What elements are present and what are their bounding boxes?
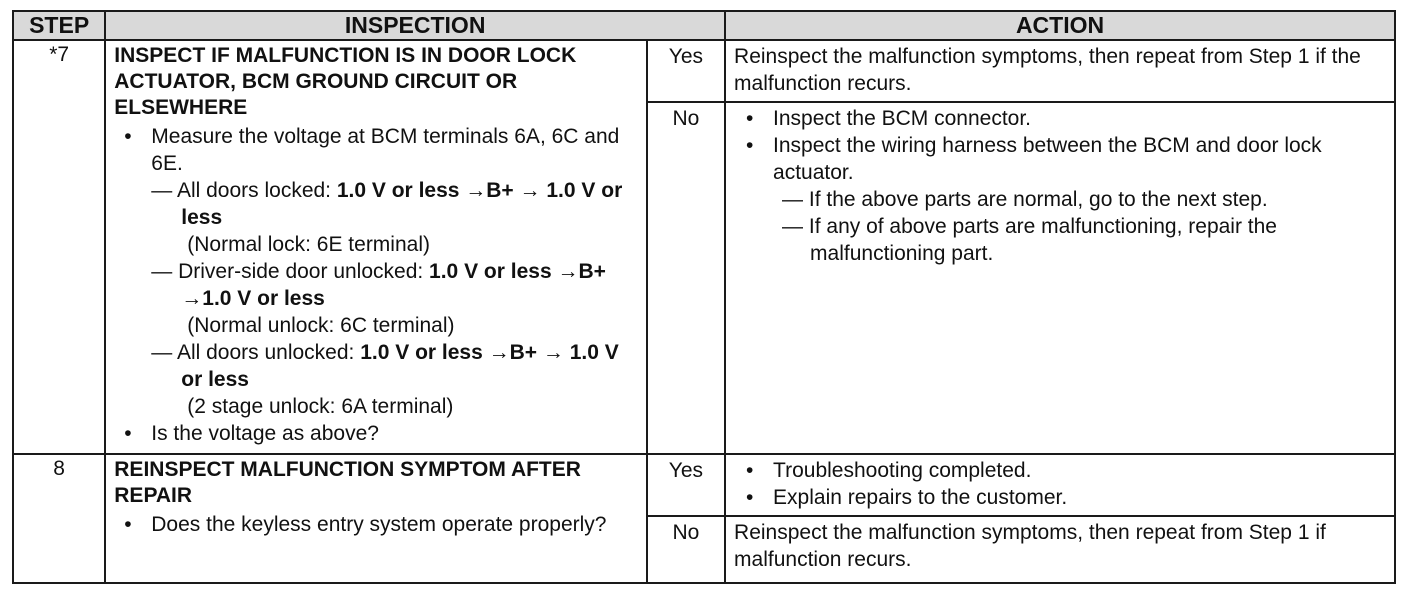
step-number: *7: [13, 40, 105, 454]
list-item: • Explain repairs to the customer.: [734, 484, 1386, 511]
condition-note: (2 stage unlock: 6A terminal): [187, 395, 454, 418]
condition-label: — All doors unlocked:: [151, 341, 361, 364]
condition-line: [114, 177, 638, 231]
list-item: • Inspect the wiring harness between the BCM and door lock actuator.: [734, 132, 1386, 186]
table-row: [13, 454, 1395, 516]
inspection-heading: INSPECT IF MALFUNCTION IS IN DOOR LOCK ACTUATOR, BCM GROUND CIRCUIT OR ELSEWHERE: [114, 44, 577, 119]
condition-label: — All doors locked:: [151, 179, 337, 202]
condition-label: — Driver-side door unlocked:: [151, 260, 430, 283]
yes-label: Yes: [647, 40, 725, 102]
inspection-cell: [105, 454, 647, 583]
list-item: • Is the voltage as above?: [114, 420, 638, 447]
no-label: No: [647, 102, 725, 454]
condition-line: — If the above parts are normal, go to the next step.: [782, 188, 1268, 211]
condition-note: (Normal lock: 6E terminal): [187, 233, 430, 256]
no-action: Reinspect the malfunction symptoms, then repeat from Step 1 if malfunction recurs.: [725, 516, 1395, 583]
list-item: • Inspect the BCM connector.: [734, 105, 1386, 132]
condition-value: 1.0 V or less →B+ → 1.0 V or less: [181, 179, 623, 229]
no-label: No: [647, 516, 725, 583]
inspection-heading: REINSPECT MALFUNCTION SYMPTOM AFTER REPAIR: [114, 458, 581, 507]
condition-line: — If any of above parts are malfunctioning, repair the malfunctioning part.: [782, 215, 1277, 265]
condition-note: (Normal unlock: 6C terminal): [187, 314, 455, 337]
yes-action: [725, 454, 1395, 516]
table-row: [13, 40, 1395, 102]
inspection-cell: [105, 40, 647, 454]
header-row: [13, 11, 1395, 40]
inspection-table: [12, 10, 1396, 584]
list-item: • Troubleshooting completed.: [734, 457, 1386, 484]
condition-value: 1.0 V or less →B+ → 1.0 V or less: [181, 341, 619, 391]
list-item: • Measure the voltage at BCM terminals 6A, 6C and 6E.: [114, 123, 638, 177]
step-number: 8: [13, 454, 105, 583]
condition-value: 1.0 V or less →B+ →1.0 V or less: [181, 260, 606, 310]
no-action: [725, 102, 1395, 454]
list-item: • Does the keyless entry system operate properly?: [114, 511, 638, 538]
header-action: ACTION: [725, 11, 1395, 40]
header-step: STEP: [13, 11, 105, 40]
yes-label: Yes: [647, 454, 725, 516]
yes-action: Reinspect the malfunction symptoms, then repeat from Step 1 if the malfunction recurs.: [725, 40, 1395, 102]
header-inspection: INSPECTION: [105, 11, 725, 40]
condition-line: [114, 258, 638, 312]
condition-line: [114, 339, 638, 393]
